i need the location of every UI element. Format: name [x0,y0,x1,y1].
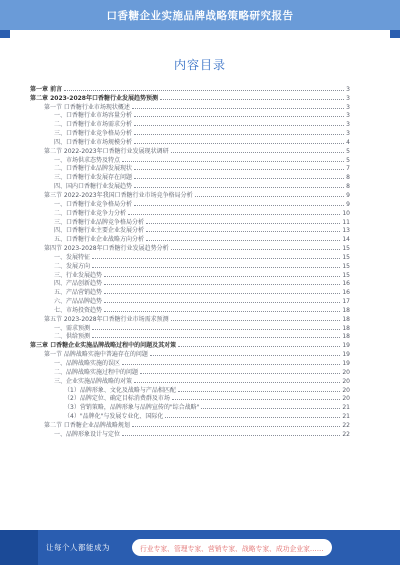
footer-corner [0,530,38,565]
toc-entry-text: 一、需求预测 [54,324,91,332]
toc-entry-text: 二、供给预测 [54,333,91,341]
toc-dot-leader [104,311,340,312]
toc-dot-leader [134,134,344,135]
toc-dot-leader [132,108,344,109]
toc-page-number: 4 [346,138,350,146]
toc-page-number: 13 [342,227,350,235]
toc-page-number: 20 [342,377,350,385]
toc-entry-text: 一、口香糖行业竞争格局分析 [54,200,133,208]
toc-page-number: 14 [342,236,350,244]
toc-page-number: 7 [346,165,350,173]
toc-entry[interactable] [30,217,350,226]
toc-entry-text: 第一节 口香糖行业市场现状概述 [44,103,130,111]
toc-page-number: 8 [346,183,350,191]
toc-dot-leader [178,391,341,392]
toc-entry[interactable] [30,429,350,438]
toc-dot-leader [146,223,340,224]
toc-entry-text: 第三章 口香糖企业实施品牌战略过程中的问题及其对策 [30,342,177,350]
toc-entry[interactable] [30,208,350,217]
toc-dot-leader [92,337,340,338]
toc-entry[interactable] [30,270,350,279]
toc-page-number: 3 [346,112,350,120]
header-accent-left [0,30,10,38]
toc-entry[interactable] [30,367,350,376]
toc-entry[interactable] [30,305,350,314]
toc-dot-leader [140,373,340,374]
toc-page-number: 15 [342,262,350,270]
toc-dot-leader [134,178,344,179]
toc-dot-leader [201,408,340,409]
toc-entry-text: 第二章 2023-2028年口香糖行业发展趋势预测 [30,94,158,102]
toc-dot-leader [104,284,340,285]
toc-page-number: 3 [346,103,350,111]
toc-page-number: 20 [342,368,350,376]
toc-entry-text: 一、市场供求态势及特点 [54,156,121,164]
footer-bar [0,530,400,565]
toc-entry[interactable] [30,119,350,128]
toc-page-number: 15 [342,271,350,279]
toc-entry-text: 五、产品营销趋势 [54,289,103,297]
toc-dot-leader [104,302,340,303]
toc-page-number: 3 [346,130,350,138]
toc-page-number: 19 [342,360,350,367]
toc-entry-text: 四、国内口香糖行业发展趋势 [54,183,133,191]
toc-page-number: 9 [346,191,350,199]
toc-entry-text: 三、口香糖行业竞争格局分析 [54,130,133,138]
toc-page-number: 18 [342,324,350,332]
toc-dot-leader [178,346,340,347]
toc-entry-text: 四、产品创新趋势 [54,280,103,288]
toc-entry[interactable] [30,243,350,252]
toc-entry[interactable] [30,128,350,137]
toc-entry-text: 五、口香糖行业企业战略方向分析 [54,236,145,244]
toc-entry[interactable] [30,93,350,102]
toc-entry[interactable] [30,155,350,164]
toc-entry[interactable] [30,226,350,235]
toc-page-number: 15 [342,253,350,261]
toc-entry[interactable] [30,164,350,173]
toc-dot-leader [165,417,340,418]
toc-entry-text: 第四节 2023-2028年口香糖行业发展趋势分析 [44,245,169,253]
toc-page-number: 16 [342,280,350,288]
toc-entry[interactable] [30,102,350,111]
toc-page-number: 17 [342,298,350,306]
toc-entry[interactable] [30,420,350,429]
toc-page-number: 21 [342,404,350,412]
toc-dot-leader [104,293,340,294]
toc-page-number: 20 [342,386,350,394]
toc-dot-leader [92,267,340,268]
toc-page-number: 21 [342,413,350,421]
toc-entry[interactable] [30,332,350,341]
toc-entry[interactable] [30,84,350,93]
toc-dot-leader [132,426,340,427]
toc-entry-text: 四、口香糖行业市场规模分析 [54,138,133,146]
toc-page-number: 11 [342,218,350,226]
toc-entry-text: 三、口香糖行业品牌竞争格局分析 [54,218,145,226]
toc-page-number: 19 [342,342,350,350]
footer-tagline: 行业专家、管理专家、营销专家、战略专家、成功企业家…… [140,544,324,553]
toc-entry-text: 一、口香糖行业市场容量分析 [54,112,133,120]
toc-entry[interactable] [30,111,350,120]
toc-entry-text: 二、品牌战略实施过程中的问题 [54,368,139,376]
toc-page-number: 18 [342,333,350,341]
toc-entry-text: 二、发展方向 [54,262,91,270]
toc-entry[interactable] [30,252,350,261]
toc-entry-text: 二、口香糖行业品牌发展现状 [54,165,133,173]
toc-entry[interactable] [30,340,350,349]
toc-page-number: 18 [342,306,350,314]
toc-entry-text: 第二节 2022-2023年口香糖行业发展现状调研 [44,147,169,155]
toc-dot-leader [122,435,340,436]
toc-page-number: 3 [346,121,350,129]
toc-entry-text: 七、市场投资趋势 [54,306,103,314]
toc-entry[interactable] [30,234,350,243]
toc-page-number: 3 [346,85,350,93]
toc-entry[interactable] [30,376,350,385]
footer-tagline-pill [132,539,332,556]
toc-entry-text: （2）品牌定位、确定目标消费群及市场 [64,395,170,403]
toc-dot-leader [134,169,344,170]
toc-dot-leader [172,399,341,400]
toc-entry-text: 第五节 2023-2028年口香糖行业市场需求预测 [44,315,169,323]
toc-page-number: 5 [346,156,350,164]
header-bar [0,0,400,30]
toc-entry-text: 六、产品品牌趋势 [54,298,103,306]
toc-entry-text: 三、行业发展趋势 [54,271,103,279]
toc-dot-leader [134,205,344,206]
toc-entry[interactable] [30,287,350,296]
toc-dot-leader [134,143,344,144]
report-title: 口香糖企业实施品牌战略策略研究报告 [106,9,294,22]
toc-entry[interactable] [30,190,350,199]
toc-entry[interactable] [30,199,350,208]
toc-entry-text: 第一章 前言 [30,85,63,93]
toc-page-number: 18 [342,315,350,323]
toc-entry-text: 四、口香糖行业主要企业发展分析 [54,227,145,235]
toc-entry[interactable] [30,172,350,181]
toc-dot-leader [171,320,341,321]
toc-entry-text: （1）品牌形象、文化及战略与产品相匹配 [64,386,176,394]
toc-dot-leader [92,329,340,330]
toc-entry-text: 第一节 品牌战略实施中普遍存在的问题 [44,351,148,359]
toc-dot-leader [171,152,345,153]
toc-dot-leader [171,249,341,250]
toc-entry[interactable] [30,358,350,367]
toc-dot-leader [64,90,344,91]
toc-page-number: 9 [346,200,350,208]
toc-dot-leader [134,382,340,383]
toc-entry-text: 二、口香糖行业市场需求分析 [54,121,133,129]
toc-dot-leader [122,161,344,162]
table-of-contents [30,84,350,438]
toc-dot-leader [134,187,344,188]
toc-page-number: 19 [342,351,350,359]
toc-page-number: 22 [342,430,350,438]
toc-entry[interactable] [30,411,350,420]
toc-entry[interactable] [30,385,350,394]
toc-page-number: 5 [346,147,350,155]
toc-page-number: 3 [346,94,350,102]
toc-dot-leader [134,125,344,126]
toc-entry-text: 一、品牌战略实施的误区 [54,360,121,367]
toc-dot-leader [128,214,340,215]
toc-entry[interactable] [30,323,350,332]
toc-entry-text: （4）"品牌化"与发展专业化、国际化 [64,413,164,421]
toc-entry-text: 第三节 2022-2023年我国口香糖行业市场竞争格局分析 [44,191,193,199]
toc-entry[interactable] [30,402,350,411]
toc-page-number: 8 [346,174,350,182]
toc-entry-text: 一、发展特征 [54,253,91,261]
toc-dot-leader [195,196,345,197]
toc-entry-text: 三、口香糖行业发展存在问题 [54,174,133,182]
toc-entry-text: 一、品牌形象设计与定位 [54,430,121,438]
toc-dot-leader [134,116,344,117]
toc-heading: 内容目录 [173,58,226,72]
toc-entry[interactable] [30,146,350,155]
toc-entry-text: （3）营销策略，品牌形象与品牌宣传的"综合战略" [64,404,200,412]
toc-entry[interactable] [30,296,350,305]
footer-slogan: 让每个人都能成为 [46,543,110,552]
toc-dot-leader [104,276,340,277]
toc-entry[interactable] [30,349,350,358]
toc-dot-leader [92,258,340,259]
toc-entry[interactable] [30,279,350,288]
toc-dot-leader [150,355,340,356]
toc-page-number: 15 [342,245,350,253]
toc-entry-text: 二、口香糖行业竞争力分析 [54,209,127,217]
toc-entry[interactable] [30,394,350,403]
toc-dot-leader [146,240,340,241]
toc-page-number: 20 [342,395,350,403]
toc-entry[interactable] [30,181,350,190]
toc-dot-leader [160,99,344,100]
header-accent-right [390,30,400,38]
toc-page-number: 10 [342,209,350,217]
toc-entry[interactable] [30,137,350,146]
toc-entry[interactable] [30,314,350,323]
toc-dot-leader [146,231,340,232]
toc-page-number: 22 [342,421,350,429]
toc-entry-text: 三、企业实施品牌战略的对策 [54,377,133,385]
toc-page-number: 16 [342,289,350,297]
toc-entry[interactable] [30,261,350,270]
toc-dot-leader [122,364,340,365]
toc-entry-text: 第二节 口香糖企业品牌战略规划 [44,421,130,429]
